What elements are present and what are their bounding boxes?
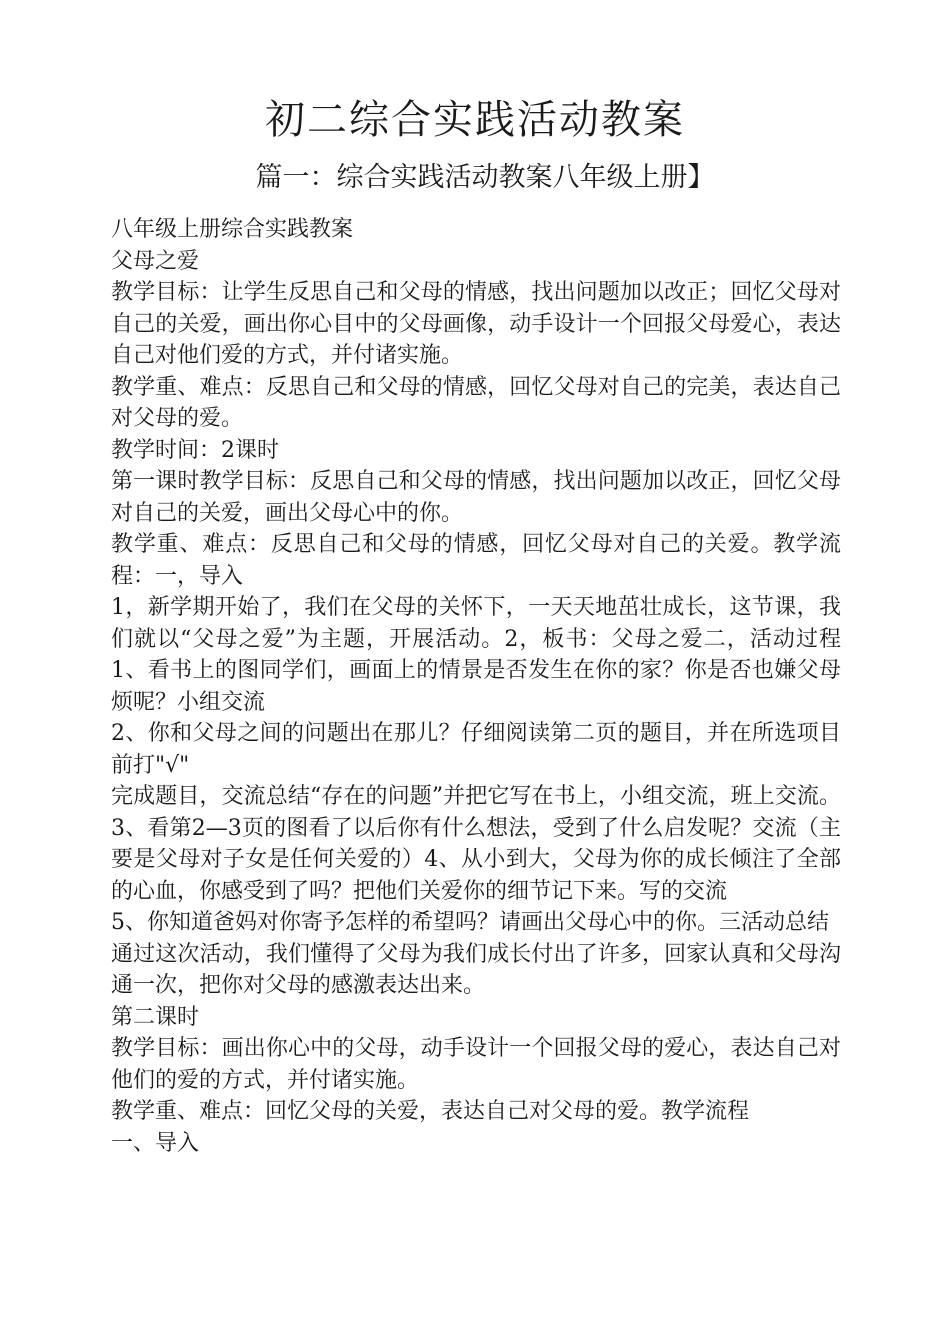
paragraph-step-3: 完成题目，交流总结“存在的问题”并把它写在书上，小组交流，班上交流。3、看第2—3页的图看了以后你有什么想法，受到了什么启发呢？交流（主要是父母对子女是任何关爱的）4、从小到大，父母为你的成长倾注了全部的心血，你感受到了吗？把他们关爱你的细节记下来。写的交流	[111, 784, 841, 904]
paragraph-lesson2-heading: 第二课时	[111, 1004, 200, 1030]
paragraph-lesson2-intro: 一、导入	[111, 1130, 200, 1156]
paragraph-step-2: 2、你和父母之间的问题出在那儿？仔细阅读第二页的题目，并在所选项目前打"√"	[111, 721, 841, 778]
paragraph-course-heading: 八年级上册综合实践教案	[111, 217, 354, 242]
paragraph-lesson1-key-points: 教学重、难点：反思自己和父母的情感，回忆父母对自己的关爱。教学流程：一，导入	[111, 532, 841, 589]
paragraph-lesson2-key-points: 教学重、难点：回忆父母的关爱，表达自己对父母的爱。教学流程	[111, 1099, 750, 1124]
paragraph-key-points: 教学重、难点：反思自己和父母的情感，回忆父母对自己的完美，表达自己对父母的爱。	[111, 374, 841, 431]
document-subtitle: 篇一：综合实践活动教案八年级上册】	[255, 162, 715, 193]
document-body	[111, 214, 841, 1159]
paragraph-summary: 通过这次活动，我们懂得了父母为我们成长付出了许多，回家认真和父母沟通一次，把你对父母的感激表达出来。	[111, 941, 841, 998]
paragraph-step-5: 5、你知道爸妈对你寄予怎样的希望吗？请画出父母心中的你。三活动总结	[111, 910, 829, 935]
paragraph-topic: 父母之爱	[111, 248, 200, 274]
paragraph-teaching-goals: 教学目标：让学生反思自己和父母的情感，找出问题加以改正；回忆父母对自己的关爱，画出你心目中的父母画像，动手设计一个回报父母爱心，表达自己对他们爱的方式，并付诸实施。	[111, 280, 841, 368]
paragraph-lesson1-goals: 第一课时教学目标：反思自己和父母的情感，找出问题加以改正，回忆父母对自己的关爱，画出父母心中的你。	[111, 469, 841, 526]
document-title: 初二综合实践活动教案	[265, 97, 685, 143]
paragraph-step-1: 1，新学期开始了，我们在父母的关怀下，一天天地茁壮成长，这节课，我们就以“父母之爱”为主题，开展活动。2，板书：父母之爱二，活动过程1、看书上的图同学们，画面上的情景是否发生在你的家？你是否也嫌父母烦呢？小组交流	[111, 595, 841, 715]
paragraph-teaching-time: 教学时间：2课时	[111, 437, 279, 463]
paragraph-lesson2-goals: 教学目标：画出你心中的父母，动手设计一个回报父母的爱心，表达自己对他们的爱的方式，并付诸实施。	[111, 1036, 841, 1093]
